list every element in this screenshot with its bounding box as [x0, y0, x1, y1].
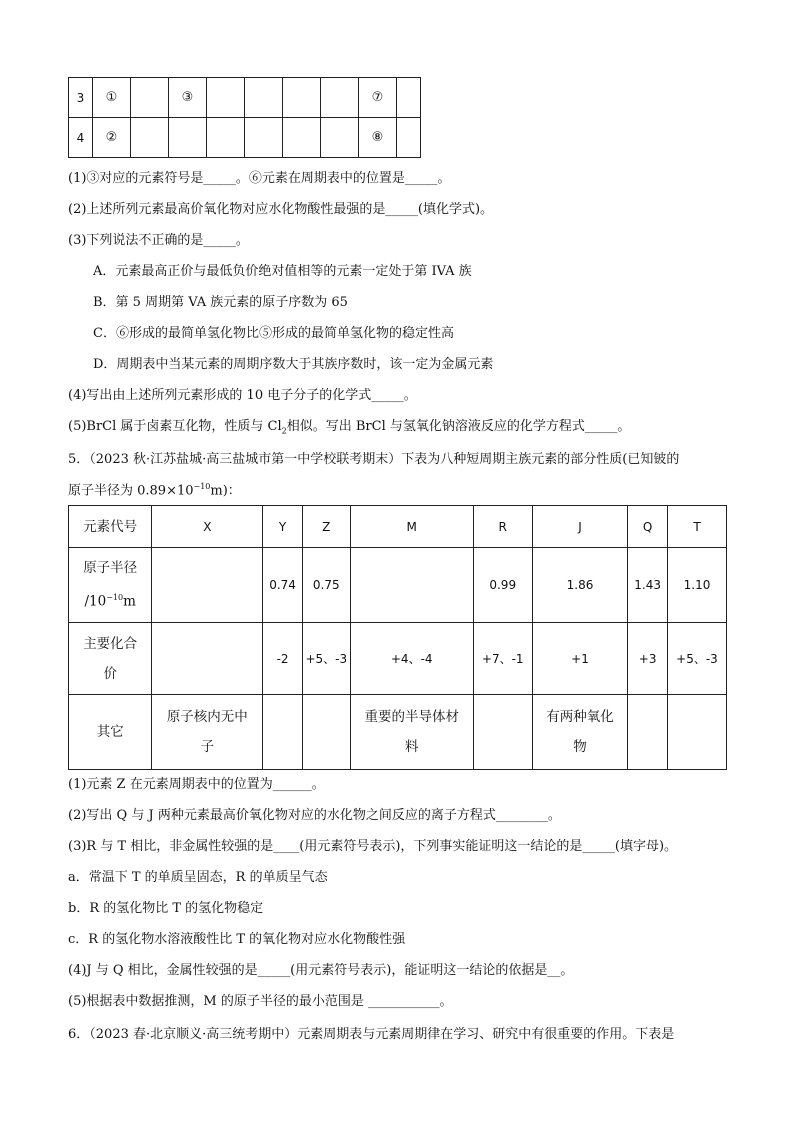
radius-value: 1.10	[667, 548, 726, 623]
element-properties-table	[68, 505, 727, 770]
table-cell	[283, 118, 321, 158]
valence-value: +4、-4	[350, 623, 473, 695]
table-cell	[397, 118, 421, 158]
valence-value: +7、-1	[473, 623, 532, 695]
q4-part-5	[68, 418, 630, 441]
subscript: 2	[281, 426, 287, 436]
other-note-x	[152, 695, 263, 770]
table-cell	[302, 695, 350, 770]
note-line: 料	[404, 739, 419, 755]
element-code: X	[152, 506, 263, 548]
table-row	[69, 506, 727, 548]
table-cell	[131, 118, 169, 158]
q5-option-c: c．R 的氢化物水溶液酸性比 T 的氧化物对应水化物酸性强	[68, 932, 406, 947]
q4-part-1: (1)③对应的元素符号是_____。⑥元素在周期表中的位置是_____。	[68, 171, 451, 186]
q6-intro: 6．（2023 春·北京顺义·高三统考期中）元素周期表与元素周期律在学习、研究中有很重要的作用。下表是	[68, 1027, 675, 1042]
table-cell: ①	[93, 78, 131, 118]
row-label-radius	[69, 548, 152, 623]
table-row	[69, 78, 421, 118]
q5-intro-line-1: 5．（2023 秋·江苏盐城·高三盐城市第一中学校联考期末）下表为八种短周期主族元素的部分性质(已知铍的	[68, 452, 680, 467]
table-row	[69, 548, 727, 623]
note-line: 子	[200, 739, 215, 755]
table-cell	[245, 78, 283, 118]
table-row	[69, 623, 727, 695]
table-cell: ②	[93, 118, 131, 158]
unit-text: /10	[84, 593, 107, 610]
row-label-valence	[69, 623, 152, 695]
q5-part-2: (2)写出 Q 与 J 两种元素最高价氧化物对应的水化物之间反应的离子方程式________。	[68, 808, 561, 823]
radius-value	[350, 548, 473, 623]
other-note-j	[532, 695, 628, 770]
other-note-m	[350, 695, 473, 770]
period-number: 4	[69, 118, 93, 158]
q4-part-2: (2)上述所列元素最高价氧化物对应水化物酸性最强的是_____(填化学式)。	[68, 202, 494, 217]
row-label-other: 其它	[69, 695, 152, 770]
row-label-line: 主要化合	[83, 635, 138, 652]
note-line: 重要的半导体材	[364, 709, 459, 725]
q4-option-c: C．⑥形成的最简单氢化物比⑤形成的最简单氢化物的稳定性高	[93, 326, 454, 341]
radius-value: 0.75	[302, 548, 350, 623]
superscript: −10	[106, 593, 124, 603]
radius-value: 0.74	[263, 548, 303, 623]
q4-option-b: B．第 5 周期第 VA 族元素的原子序数为 65	[93, 295, 348, 310]
element-code: Q	[628, 506, 668, 548]
valence-value	[152, 623, 263, 695]
table-cell	[207, 118, 245, 158]
element-code: Z	[302, 506, 350, 548]
table-row	[69, 118, 421, 158]
table-cell	[667, 695, 726, 770]
table-cell	[131, 78, 169, 118]
valence-value: +3	[628, 623, 668, 695]
row-label-line	[69, 583, 151, 617]
q4-part-3: (3)下列说法不正确的是_____。	[68, 233, 249, 248]
element-code: M	[350, 506, 473, 548]
q5-part-1: (1)元素 Z 在元素周期表中的位置为______。	[68, 777, 325, 792]
period-number: 3	[69, 78, 93, 118]
table-cell	[473, 695, 532, 770]
q5-part-5: (5)根据表中数据推测，M 的原子半径的最小范围是 ___________。	[68, 994, 453, 1009]
q4-part-5-text-b: 相似。写出 BrCl 与氢氧化钠溶液反应的化学方程式_____。	[286, 419, 631, 434]
unit-text: m	[123, 593, 136, 610]
radius-value: 1.86	[532, 548, 628, 623]
element-code: R	[473, 506, 532, 548]
valence-value: +1	[532, 623, 628, 695]
radius-value: 0.99	[473, 548, 532, 623]
table-cell	[321, 118, 359, 158]
q5-option-b: b．R 的氢化物比 T 的氢化物稳定	[68, 901, 264, 916]
table-cell	[169, 118, 207, 158]
element-code: J	[532, 506, 628, 548]
superscript: −10	[193, 482, 211, 491]
table-cell	[283, 78, 321, 118]
table-cell	[628, 695, 668, 770]
table-cell: ③	[169, 78, 207, 118]
row-label-line: 原子半径	[83, 560, 138, 577]
note-line: 有两种氧化	[546, 709, 614, 725]
valence-value: +5、-3	[667, 623, 726, 695]
table-cell	[397, 78, 421, 118]
element-code: Y	[263, 506, 303, 548]
table-cell	[263, 695, 303, 770]
valence-value: -2	[263, 623, 303, 695]
element-code: T	[667, 506, 726, 548]
q5-intro-text-b: m)：	[210, 483, 241, 499]
header-label: 元素代号	[69, 506, 152, 548]
q5-intro-line-2	[68, 478, 241, 500]
q4-part-5-text-a: (5)BrCl 属于卤素互化物，性质与 Cl	[68, 419, 282, 434]
note-line: 物	[573, 739, 587, 755]
q5-option-a: a．常温下 T 的单质呈固态，R 的单质呈气态	[68, 870, 328, 885]
radius-value	[152, 548, 263, 623]
table-cell	[321, 78, 359, 118]
table-cell: ⑦	[359, 78, 397, 118]
radius-value: 1.43	[628, 548, 668, 623]
q5-intro-text-a: 原子半径为 0.89×10	[68, 483, 194, 499]
valence-value: +5、-3	[302, 623, 350, 695]
q4-option-d: D．周期表中当某元素的周期序数大于其族序数时，该一定为金属元素	[93, 357, 494, 372]
row-label-line: 价	[103, 665, 117, 682]
table-cell: ⑧	[359, 118, 397, 158]
table-cell	[245, 118, 283, 158]
periodic-table-fragment	[68, 77, 421, 158]
q5-part-4: (4)J 与 Q 相比，金属性较强的是_____(用元素符号表示)，能证明这一结论的依据是__。	[68, 963, 574, 978]
note-line: 原子核内无中	[166, 709, 248, 725]
q5-part-3: (3)R 与 T 相比，非金属性较强的是____(用元素符号表示)，下列事实能证明这一结论的是_____(填字母)。	[68, 839, 678, 854]
table-cell	[207, 78, 245, 118]
q4-part-4: (4)写出由上述所列元素形成的 10 电子分子的化学式_____。	[68, 388, 417, 403]
table-row	[69, 695, 727, 770]
q4-option-a: A．元素最高正价与最低负价绝对值相等的元素一定处于第 IVA 族	[93, 264, 472, 279]
